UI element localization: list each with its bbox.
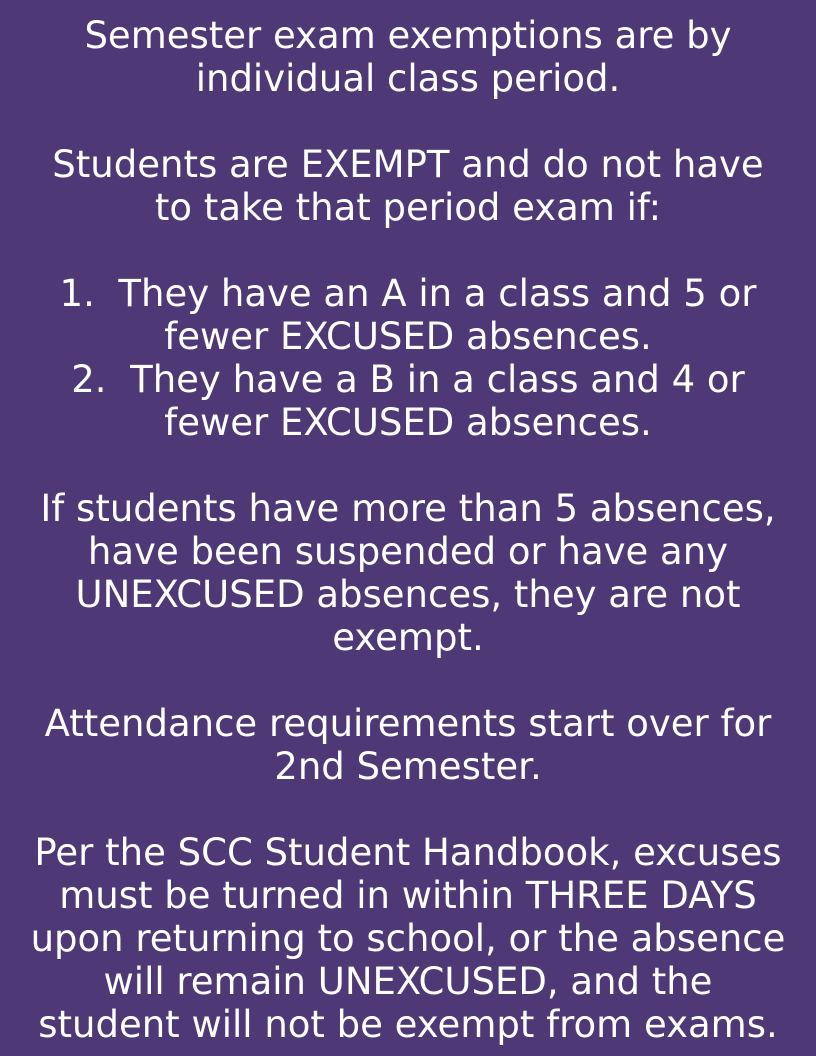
- condition-text: They have an A in a class and 5 or: [118, 272, 757, 315]
- handbook-line: student will not be exempt from exams.: [38, 1003, 778, 1046]
- disqualifier-line: exempt.: [332, 616, 484, 659]
- disqualifier-line: UNEXCUSED absences, they are not: [75, 573, 741, 616]
- disqualifiers-paragraph: [0, 487, 816, 659]
- intro-paragraph: [0, 14, 816, 100]
- reset-paragraph: [0, 702, 816, 788]
- exemption-conditions-list: [0, 272, 816, 444]
- condition-item-2: [0, 358, 816, 444]
- disqualifier-line: have been suspended or have any: [87, 530, 729, 573]
- condition-item-1: [0, 272, 816, 358]
- condition-line: [0, 358, 816, 401]
- handbook-paragraph: [0, 831, 816, 1046]
- reset-line: Attendance requirements start over for: [44, 702, 772, 745]
- condition-line: fewer EXCUSED absences.: [164, 401, 652, 444]
- intro-line: Semester exam exemptions are by: [84, 14, 732, 57]
- condition-intro-line: Students are EXEMPT and do not have: [52, 143, 764, 186]
- handbook-line: Per the SCC Student Handbook, excuses: [34, 831, 782, 874]
- handbook-line: must be turned in within THREE DAYS: [59, 874, 757, 917]
- intro-line: individual class period.: [195, 57, 621, 100]
- condition-intro-line: to take that period exam if:: [154, 186, 662, 229]
- condition-line: [0, 272, 816, 315]
- condition-text: They have a B in a class and 4 or: [130, 358, 745, 401]
- handbook-line: will remain UNEXCUSED, and the: [103, 960, 713, 1003]
- condition-line: fewer EXCUSED absences.: [164, 315, 652, 358]
- condition-number: 1.: [59, 272, 95, 315]
- disqualifier-line: If students have more than 5 absences,: [40, 487, 776, 530]
- reset-line: 2nd Semester.: [274, 745, 542, 788]
- condition-number: 2.: [71, 358, 107, 401]
- handbook-line: upon returning to school, or the absence: [30, 917, 786, 960]
- condition-intro-paragraph: [0, 143, 816, 229]
